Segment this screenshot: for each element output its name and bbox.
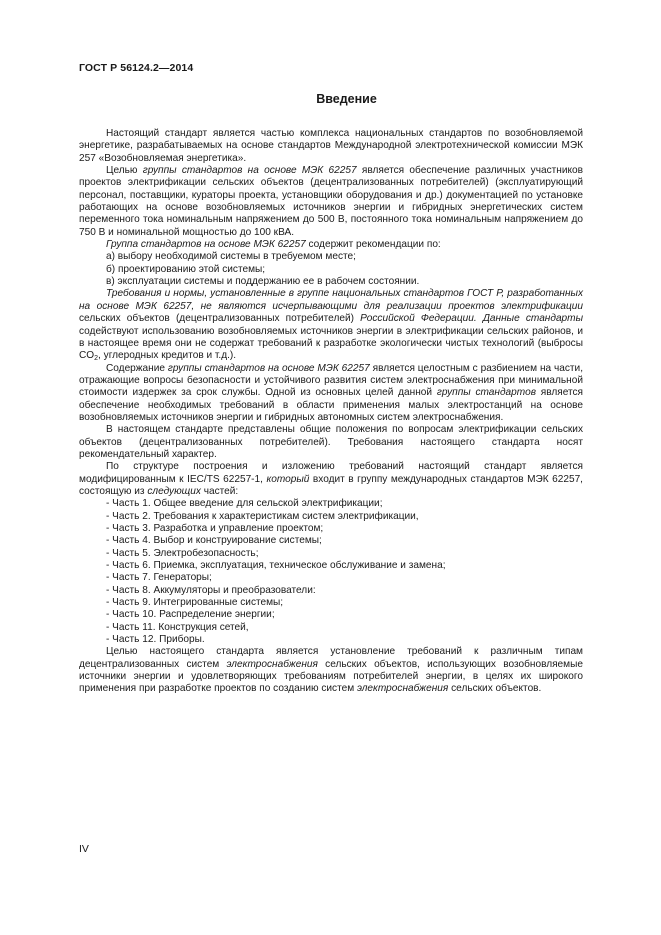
paragraph-5-italic: группы стандартов на основе МЭК 62257	[167, 362, 370, 374]
page-number: IV	[79, 843, 89, 855]
paragraph-7-text-3: частей:	[200, 485, 239, 497]
paragraph-7-text: По структуре построения и изложению требований настоящий стандарт является модифицированным к IEC/TS 62257-1,	[79, 461, 583, 485]
paragraph-3-text: содержит рекомендации по:	[305, 239, 441, 251]
list-item-recommendation: в) эксплуатации системы и поддержанию ее в рабочем состоянии.	[106, 276, 420, 288]
list-item-part: - Часть 11. Конструкция сетей,	[106, 621, 249, 633]
list-item-part: - Часть 1. Общее введение для сельской электрификации;	[106, 498, 383, 510]
paragraph-4-text-2: содействуют использованию возобновляемых источников энергии в электрификации сельских районов, и в настоящее время они не содержат требований к разработке экологически чистых технологий (выбросы CO	[79, 325, 583, 362]
document-body	[79, 128, 583, 696]
list-item-part: - Часть 8. Аккумуляторы и преобразователи:	[106, 584, 316, 596]
list-item-part: - Часть 9. Интегрированные системы;	[106, 597, 284, 609]
paragraph-8-text-3: сельских объектов.	[448, 683, 542, 695]
section-title: Введение	[316, 92, 377, 106]
paragraph-5-italic-2: группы стандартов	[436, 387, 536, 399]
list-item-part: - Часть 10. Распределение энергии;	[106, 609, 275, 621]
paragraph-7-italic-2: следующих	[147, 485, 201, 497]
list-item-part: - Часть 12. Приборы.	[106, 634, 205, 646]
paragraph-8-italic: электроснабжения	[226, 658, 318, 670]
paragraph-4-italic-2: Российской Федерации. Данные стандарты	[360, 313, 584, 325]
paragraph-7	[79, 461, 583, 498]
co2-subscript: 2	[94, 355, 99, 363]
paragraph-7-text-2: входит в группу международных стандартов МЭК 62257, состоящую из	[79, 473, 583, 497]
list-item-recommendation: б) проектированию этой системы;	[106, 263, 266, 275]
list-item-part: - Часть 2. Требования к характеристикам систем электрификации,	[106, 510, 419, 522]
paragraph-2	[79, 165, 583, 239]
paragraph-4-text: сельских объектов (децентрализованных потребителей)	[79, 313, 361, 325]
list-item-part: - Часть 7. Генераторы;	[106, 572, 212, 584]
paragraph-2-text: Целью	[106, 165, 143, 177]
paragraph-5-text-3: является обеспечение необходимых требований в области применения малых электростанций на основе возобновляемых источников энергии и гибридных автономных систем электроснабжения.	[79, 387, 584, 423]
document-id: ГОСТ Р 56124.2—2014	[79, 62, 194, 74]
paragraph-4-italic: Требования и нормы, установленные в группе национальных стандартов ГОСТ Р, разработанных на основе МЭК 62257, не являются исчерпывающими для реализации проектов электрификации	[79, 288, 583, 312]
list-item-part: - Часть 5. Электробезопасность;	[106, 547, 259, 559]
paragraph-3	[79, 239, 583, 251]
list-item-recommendation: а) выбору необходимой системы в требуемом месте;	[106, 251, 356, 263]
paragraph-2-text-rest: является обеспечение различных участников проектов электрификации сельских объектов (децентрализованных потребителей) (эксплуатирующий персонал, поставщики, кураторы проекта, установщики оборудования и др.) документацией по установке работающих на основе возобновляемых источников энергии и гибридных энергетических систем переменного тока номинальным напряжением до 500 В, постоянного тока номинальным напряжением до 750 В и номинальной мощностью до 100 кВА.	[79, 165, 583, 238]
paragraph-4-text-3: , углеродных кредитов и т.д.).	[98, 350, 237, 362]
paragraph-6: В настоящем стандарте представлены общие положения по вопросам электрификации сельских объектов (децентрализованных потребителей). Требования настоящего стандарта носят рекомендательный характер.	[79, 424, 583, 460]
paragraph-4	[79, 288, 583, 362]
paragraph-2-italic: группы стандартов на основе МЭК 62257	[142, 165, 357, 177]
list-item-part: - Часть 3. Разработка и управление проектом;	[106, 523, 324, 534]
paragraph-7-italic: который	[266, 473, 310, 485]
paragraph-5-text: Содержание	[106, 362, 168, 374]
paragraph-5	[79, 363, 583, 425]
paragraph-5-text-2: является целостным с разбиением на части, отражающие вопросы безопасности и устойчивого развития систем электроснабжения при минимальной стоимости издержек за срок службы. Одной из основных целей данной	[79, 362, 584, 399]
paragraph-8	[79, 646, 583, 695]
paragraph-8-text-2: сельских объектов, использующих возобновляемые источники энергии и удовлетворяющих требованиям потребителей энергии, в целях их широкого применения при разработке проектов по созданию систем	[79, 658, 583, 695]
paragraph-8-text: Целью настоящего стандарта является установление требований к различным типам децентрализованных систем	[79, 646, 583, 670]
list-item-part: - Часть 4. Выбор и конструирование системы;	[106, 535, 322, 547]
list-item-part: - Часть 6. Приемка, эксплуатация, техническое обслуживание и замена;	[106, 560, 446, 572]
paragraph-8-italic-2: электроснабжения	[356, 683, 449, 695]
paragraph-3-italic: Группа стандартов на основе МЭК 62257	[106, 239, 306, 251]
paragraph-1: Настоящий стандарт является частью комплекса национальных стандартов по возобновляемой энергетике, разрабатываемых на основе стандартов Международной электротехнической комиссии МЭК 257 «Возобновляемая энергетика».	[79, 128, 583, 164]
